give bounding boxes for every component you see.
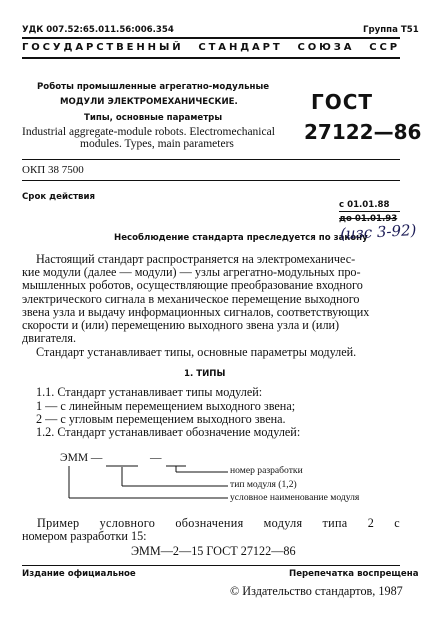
title-line-2: МОДУЛИ ЭЛЕКТРОМЕХАНИЧЕСКИЕ. xyxy=(60,97,238,107)
designation-label: номер разработки xyxy=(230,465,303,476)
okp-rule xyxy=(22,180,400,181)
section-1-item: 1 — с линейным перемещением выходного звена; xyxy=(36,399,296,413)
copyright: © Издательство стандартов, 1987 xyxy=(230,584,403,598)
header-rule-top xyxy=(22,37,400,39)
intro-line: электрического сигнала в механическое перемещение выходного xyxy=(22,291,360,306)
gost-label: ГОСТ xyxy=(311,90,374,114)
state-standard-banner: ГОСУДАРСТВЕННЫЙ СТАНДАРТ СОЮЗА ССР xyxy=(22,42,400,53)
intro-line: скорости и (или) перемещению выходного звена узла и (или) xyxy=(22,318,340,333)
title-line-3: Типы, основные параметры xyxy=(84,113,223,123)
okp-code: ОКП 38 7500 xyxy=(22,164,84,176)
example-line-1: Пример условного обозначения модуля типа 2 с xyxy=(37,516,400,530)
intro-line: кие модули (далее — модули) — узлы агрегатно-модульных про- xyxy=(22,265,361,280)
section-1-item: 1.1. Стандарт устанавливает типы модулей: xyxy=(36,385,263,399)
example-line-2: номером разработки 15: xyxy=(22,529,147,543)
designation-dash: — xyxy=(150,452,162,464)
validity-to-struck: до 01.01.93 xyxy=(339,214,398,224)
intro-line: мышленных роботов, осуществляющие преобразование входного xyxy=(22,278,363,293)
designation-label: тип модуля (1,2) xyxy=(230,479,297,490)
footer-rule xyxy=(22,565,400,566)
gost-number: 27122—86 xyxy=(304,120,422,144)
title-rule xyxy=(22,159,400,160)
english-title-line-1: Industrial aggregate-module robots. Electromechanical xyxy=(22,126,275,138)
validity-from: с 01.01.88 xyxy=(339,200,390,210)
validity-label: Срок действия xyxy=(22,192,96,202)
handwritten-amendment-note: (изс 3-92) xyxy=(339,221,417,243)
section-1-item: 1.2. Стандарт устанавливает обозначение модулей: xyxy=(36,425,301,439)
intro-line: двигателя. xyxy=(22,331,77,346)
reprint-prohibited: Перепечатка воспрещена xyxy=(289,569,419,579)
title-line-1: Роботы промышленные агрегатно-модульные xyxy=(37,82,270,92)
intro-line: звена узла и выдачу информационных сигналов, соответствующих xyxy=(22,304,370,319)
english-title-line-2: modules. Types, main parameters xyxy=(80,138,234,150)
section-1-heading: 1. ТИПЫ xyxy=(184,369,226,379)
udk-code: УДК 007.52:65.011.56:006.354 xyxy=(22,25,174,35)
section-1-item: 2 — с угловым перемещением выходного звена. xyxy=(36,412,286,426)
compliance-notice: Несоблюдение стандарта преследуется по закону xyxy=(114,233,368,243)
intro-second-paragraph: Стандарт устанавливает типы, основные параметры модулей. xyxy=(36,345,357,359)
example-designation: ЭММ—2—15 ГОСТ 27122—86 xyxy=(131,544,296,558)
header-rule-bottom xyxy=(22,57,400,59)
designation-label: условное наименование модуля xyxy=(230,492,360,503)
intro-line: Настоящий стандарт распространяется на электромеханичес- xyxy=(36,252,356,266)
group-code: Группа Т51 xyxy=(363,25,419,35)
validity-separator xyxy=(339,211,400,212)
designation-prefix: ЭММ — xyxy=(60,452,103,464)
official-edition: Издание официальное xyxy=(22,569,136,579)
intro-paragraph xyxy=(22,253,400,345)
